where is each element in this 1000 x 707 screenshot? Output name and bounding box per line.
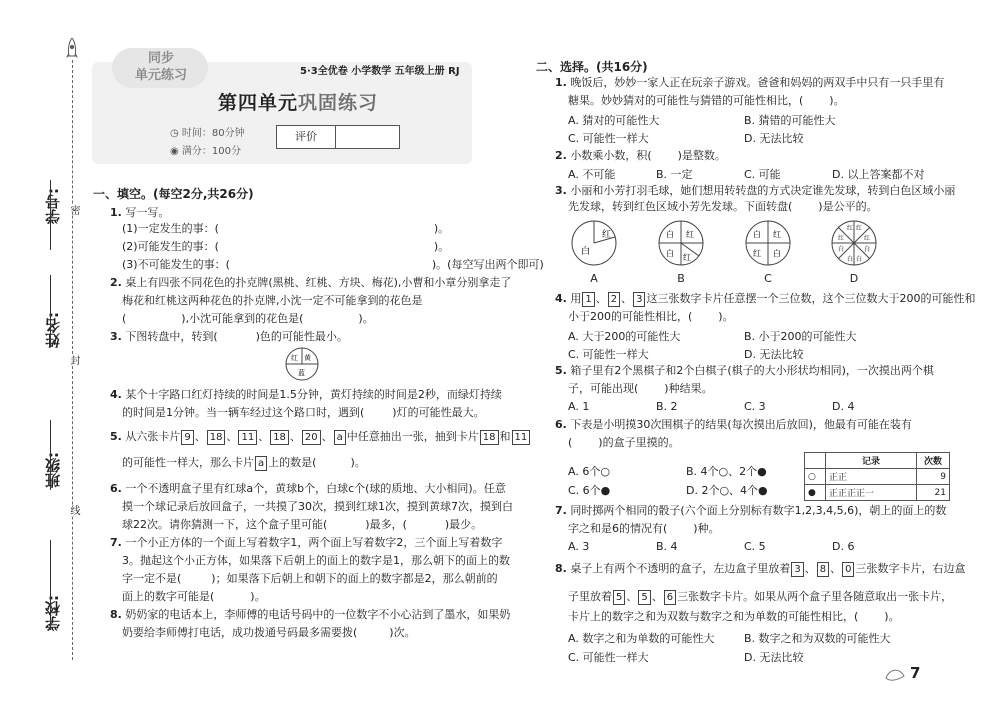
score-info [170, 142, 241, 157]
white-piece-icon: ○ [805, 469, 826, 485]
q-text: (2)可能发生的事：( [122, 240, 219, 253]
q-text: 字之和是6的情况有( [568, 522, 668, 535]
wheel-text: 白 [856, 256, 863, 263]
q-text: )。 [433, 222, 450, 235]
q-number: 8. [555, 562, 567, 575]
q-text: 三张数字卡片。如果从两个盒子里各随意取出一张卡片， [677, 590, 953, 603]
wheel-label: A [590, 272, 598, 285]
spinner-blue-label: 蓝 [298, 369, 305, 377]
q-text: )是整数。 [677, 149, 726, 162]
q-number: 7. [555, 504, 567, 517]
number-card: 9 [181, 430, 193, 445]
s2-q4-option-b[interactable]: B. 小于200的可能性大 [744, 330, 857, 343]
q-number: 8. [110, 608, 122, 621]
badge-line1: 同步 [147, 51, 174, 66]
q-note: (每空写出两个即可) [447, 258, 544, 271]
q-text: 下图转盘中，转到( [125, 330, 218, 343]
s2-q4: 4. 用 1 、 2 、 3 这三张数字卡片任意摆一个三位数，这个三位数大于200的可能性和 [555, 292, 976, 305]
number-card: 5 [613, 590, 625, 605]
q-text: 子，可能出现( [568, 382, 639, 395]
score-text: 满分：100分 [181, 146, 242, 157]
q-text: 某个十字路口红灯持续的时间是1.5分钟，黄灯持续的时间是2秒，而绿灯持续 [125, 388, 502, 401]
wheel-text: 白 [666, 249, 674, 258]
q-text: )是公平的。 [818, 200, 878, 213]
q-text: 桌子上有两个不透明的盒子，左边盒子里放着 [570, 562, 791, 575]
class-blank[interactable] [50, 420, 51, 490]
school-label: 学校: [44, 595, 62, 631]
number-card: 1 [582, 292, 594, 307]
wheel-text: 白 [581, 247, 591, 257]
tally-black: 正正正正一 [826, 485, 917, 501]
q-number: 7. [110, 536, 122, 549]
s2-q6-l2 [568, 432, 680, 453]
s1-q7-l2: 3。抛起这个小正方体，如果落下后朝上的面上的数字是1，那么朝下的面上的数 [122, 554, 510, 567]
s2-q5-option-a[interactable]: A. 1 [568, 400, 590, 413]
s2-q6-option-b[interactable]: B. 4个○、2个● [686, 465, 767, 478]
number-card: 8 [817, 562, 829, 577]
number-card: 11 [238, 430, 257, 445]
page-number: 7 [910, 664, 921, 682]
black-piece-icon: ● [805, 485, 826, 501]
page-title [218, 88, 378, 115]
q-text: 箱子里有2个黑棋子和2个白棋子(棋子的大小形状均相同)，一次摸出两个棋 [570, 364, 934, 377]
wheel-text: 红 [686, 230, 694, 239]
number-card: 2 [608, 292, 620, 307]
wheel-text: 红 [683, 253, 691, 262]
q-text: )。 [829, 94, 845, 107]
wheel-text: 白 [847, 256, 854, 263]
name-label: 姓名: [44, 312, 62, 348]
s2-q4-option-d[interactable]: D. 无法比较 [744, 348, 804, 361]
binding-mark-line: 线 [68, 505, 79, 515]
q-text: 小数乘小数，积( [570, 149, 652, 162]
number-card: a [334, 430, 346, 445]
section2-heading: 二、选择。(共16分) [536, 60, 648, 74]
q-text: )；如果落下后朝上和朝下的面上的数字都是2，那么朝前的 [211, 572, 498, 585]
s2-q4-option-a[interactable]: A. 大于200的可能性大 [568, 330, 681, 343]
binding-mark-seal: 密 [68, 205, 79, 215]
q-text: (3)不可能发生的事：( [122, 258, 230, 271]
q-text: 中任意抽出一张，抽到卡片 [346, 430, 479, 443]
s2-q7-option-c[interactable]: C. 5 [744, 540, 766, 553]
q-text: 奶奶家的电话本上，李师傅的电话号码中的一位数字不小心沾到了墨水，如果奶 [125, 608, 511, 621]
tally-white: 正正 [826, 469, 917, 485]
title-highlight: 巩固练习 [298, 92, 379, 114]
q-text: 子里放着 [568, 590, 612, 603]
record-table [804, 452, 950, 501]
q-number: 4. [555, 292, 567, 305]
wheel-text: 红 [864, 235, 871, 242]
q-text: )色的可能性最小。 [255, 330, 348, 343]
wheel-b[interactable] [653, 218, 709, 286]
evaluation-box [276, 125, 400, 149]
school-blank[interactable] [50, 540, 51, 630]
q-text: 一个小正方体的一个面上写着数字1，两个面上写着数字2，三个面上写着数字 [125, 536, 503, 549]
q-text: )。 [250, 590, 266, 603]
time-info [170, 124, 245, 139]
s2-q7-option-b[interactable]: B. 4 [656, 540, 678, 553]
q-text: )种结果。 [664, 382, 713, 395]
q-text: )。 [358, 312, 374, 325]
s2-q1-option-c[interactable]: C. 可能性一样大 [568, 132, 649, 145]
q-number: 2. [110, 276, 122, 289]
wheel-text: 白 [753, 230, 761, 239]
s2-q6-option-d[interactable]: D. 2个○、4个● [686, 484, 768, 497]
s1-q4-l2 [122, 402, 485, 423]
q-text: 晚饭后，妙妙一家人正在玩亲子游戏。爸爸和妈妈的两双手中只有一只手里有 [570, 76, 945, 89]
wheel-c[interactable] [740, 218, 796, 286]
rocket-icon [64, 38, 80, 62]
s2-q3-l2 [568, 196, 878, 217]
count-header: 次数 [917, 453, 950, 469]
s2-q5-option-b[interactable]: B. 2 [656, 400, 678, 413]
q-text: 小于200的可能性相比，( [568, 310, 693, 323]
s2-q1-l2 [568, 90, 845, 111]
q-text: )。 [431, 258, 448, 271]
q-text: )。 [433, 240, 450, 253]
time-text: 时间：80分钟 [181, 128, 245, 139]
number-card: 6 [664, 590, 676, 605]
s1-q2-l2: 梅花和红桃这两种花色的扑克牌,小沈一定不可能拿到的花色是 [122, 294, 423, 307]
q-text: ( [568, 436, 573, 449]
eval-field[interactable] [336, 126, 399, 148]
q-text: 同时掷两个相同的骰子(六个面上分别标有数字1,2,3,4,5,6)，朝上的面上的数 [570, 504, 947, 517]
q-text: 下表是小明摸30次围棋子的结果(每次摸出后放回)，他最有可能在装有 [570, 418, 912, 431]
q-text: 奶要给李师傅打电话，成功拨通号码最多需要拨( [122, 626, 358, 639]
q-text: )的盒子里摸的。 [598, 436, 680, 449]
q-text: 球22次。请你猜测一下，这个盒子里可能( [122, 518, 328, 531]
s2-q2-option-a[interactable]: A. 不可能 [568, 168, 616, 181]
wheel-text: 红 [602, 230, 612, 240]
q-text: 先发球，转到红色区域小芳先发球。下面转盘( [568, 200, 793, 213]
s2-q1-option-a[interactable]: A. 猜对的可能性大 [568, 114, 660, 127]
class-label: 班级: [44, 452, 62, 488]
q-number: 3. [110, 330, 122, 343]
s1-q3 [110, 326, 348, 347]
s2-q5-option-d[interactable]: D. 4 [832, 400, 855, 413]
binding-strip [0, 0, 90, 707]
s2-q4-l2 [568, 306, 734, 327]
q-text: )灯的可能性最大。 [392, 406, 485, 419]
q-text: )最少。 [444, 518, 483, 531]
wheel-text: 红 [847, 225, 854, 232]
q-text: 用 [570, 292, 582, 305]
q-text: (1)一定发生的事：( [122, 222, 219, 235]
number-card: 18 [207, 430, 226, 445]
q-text: )。 [350, 456, 366, 469]
q-number: 2. [555, 149, 567, 162]
q-number: 3. [555, 184, 567, 197]
s1-q6-l2: 摸一个球记录后放回盒子，一共摸了30次，摸到红球1次，摸到黄球7次，摸到白 [122, 500, 513, 513]
q-text: ( [122, 312, 127, 325]
q-text: ),小沈可能拿到的花色是( [181, 312, 304, 325]
q-text: )。 [884, 610, 900, 623]
wheel-text: 红 [838, 235, 845, 242]
wheel-label: C [764, 272, 772, 285]
number-card: a [255, 456, 267, 471]
s2-q6-option-c[interactable]: C. 6个● [568, 484, 611, 497]
s2-q8: 8. 桌子上有两个不透明的盒子，左边盒子里放着 3 、 8 、 0 三张数字卡片，右边盒 [555, 562, 966, 575]
number-card: 20 [302, 430, 321, 445]
q-text: 从六张卡片 [125, 430, 181, 443]
q-text: 这三张数字卡片任意摆一个三位数，这个三位数大于200的可能性和 [646, 292, 976, 305]
badge-line2: 单元练习 [134, 68, 187, 83]
spinner-wheel [284, 346, 320, 382]
wheel-text: 红 [753, 249, 761, 258]
q-text: 三张数字卡片，右边盒 [855, 562, 966, 575]
spinner-yellow-label: 黄 [304, 354, 311, 362]
number-card: 18 [480, 430, 499, 445]
s2-q8-l2: 子里放着 5 、 5 、 6 三张数字卡片。如果从两个盒子里各随意取出一张卡片， [568, 590, 953, 603]
q-number: 4. [110, 388, 122, 401]
s2-q2-option-d[interactable]: D. 以上答案都不对 [832, 168, 925, 181]
s2-q6-option-a[interactable]: A. 6个○ [568, 465, 610, 478]
s2-q2-option-c[interactable]: C. 可能 [744, 168, 781, 181]
s2-q2 [555, 145, 726, 166]
spinner-red-label: 红 [291, 354, 298, 362]
s2-q2-option-b[interactable]: B. 一定 [656, 168, 693, 181]
s2-q8-option-a[interactable]: A. 数字之和为单数的可能性大 [568, 632, 715, 645]
q-text: )次。 [389, 626, 416, 639]
wheel-text: 白 [838, 246, 845, 253]
q-text: 一个不透明盒子里有红球a个，黄球b个，白球c个(球的质地、大小相同)。任意 [125, 482, 506, 495]
student-id-blank[interactable] [50, 180, 51, 250]
wheel-text: 白 [666, 230, 674, 239]
q-text: 的可能性一样大，那么卡片 [122, 456, 254, 469]
student-id-label: 学号: [44, 188, 62, 224]
section1-heading: 一、填空。(每空2分,共26分) [93, 187, 254, 201]
s2-q7-option-a[interactable]: A. 3 [568, 540, 590, 553]
s2-q8-l3 [568, 606, 900, 627]
check-icon: ◉ [170, 146, 179, 157]
count-white: 9 [917, 469, 950, 485]
record-header: 记录 [826, 453, 917, 469]
s2-q4-option-c[interactable]: C. 可能性一样大 [568, 348, 649, 361]
s2-q7-option-d[interactable]: D. 6 [832, 540, 855, 553]
number-card: 18 [270, 430, 289, 445]
unit-badge [96, 30, 216, 88]
wheel-label: D [849, 272, 859, 285]
q-text: 糖果。妙妙猜对的可能性与猜错的可能性相比，( [568, 94, 804, 107]
s2-q8-option-d[interactable]: D. 无法比较 [744, 651, 804, 664]
wheel-text: 红 [773, 230, 781, 239]
binding-mark-close: 封 [68, 355, 79, 365]
q-number: 1. [110, 206, 122, 219]
page-number-badge [884, 664, 934, 686]
s1-q5-l2 [122, 452, 366, 473]
name-blank[interactable] [50, 275, 51, 347]
q-text: 写一写。 [125, 206, 170, 219]
q-text: )最多，( [365, 518, 407, 531]
q-text: 卡片上的数字之和为双数与数字之和为单数的可能性相比，( [568, 610, 859, 623]
s2-q1-option-b[interactable]: B. 猜错的可能性大 [744, 114, 836, 127]
wheel-text: 红 [856, 225, 863, 232]
number-card: 3 [791, 562, 803, 577]
wheel-a[interactable] [566, 218, 622, 286]
q-number: 5. [555, 364, 567, 377]
number-card: 3 [633, 292, 645, 307]
title-main: 第四单元 [218, 92, 299, 114]
q-text: 上的数是( [268, 456, 317, 469]
q-text: )。 [718, 310, 734, 323]
q-number: 6. [110, 482, 122, 495]
q-text: 字一定不是( [122, 572, 182, 585]
number-card: 5 [638, 590, 650, 605]
q-number: 5. [110, 430, 122, 443]
s1-q5: 5. 从六张卡片 9 、 18 、 11 、 18 、 20 、 a 中任意抽出一张，抽到卡片 18 和 11 [110, 426, 531, 447]
number-card: 11 [512, 430, 531, 445]
q-text: 小丽和小芳打羽毛球，她们想用转转盘的方式决定谁先发球，转到白色区域小丽 [570, 184, 956, 197]
s2-q8-option-c[interactable]: C. 可能性一样大 [568, 651, 649, 664]
q-number: 1. [555, 76, 567, 89]
wheel-d[interactable] [826, 218, 882, 286]
q-text: 的时间是1分钟。当一辆车经过这个路口时，遇到( [122, 406, 365, 419]
s2-q7-l2 [568, 518, 720, 539]
s2-q5-option-c[interactable]: C. 3 [744, 400, 766, 413]
page-leaf-icon [884, 664, 906, 684]
q-text: 面上的数字可能是( [122, 590, 215, 603]
s2-q5-l2 [568, 378, 713, 399]
s1-q8-l2 [122, 622, 416, 643]
q-text: 桌上有四张不同花色的扑克牌(黑桃、红桃、方块、梅花),小曹和小章分别拿走了 [125, 276, 512, 289]
wheel-text: 白 [773, 249, 781, 258]
count-black: 21 [917, 485, 950, 501]
q-text: )种。 [693, 522, 720, 535]
eval-label: 评价 [277, 126, 336, 148]
number-card: 0 [842, 562, 854, 577]
s2-q8-option-b[interactable]: B. 数字之和为双数的可能性大 [744, 632, 891, 645]
clock-icon: ◷ [170, 128, 179, 139]
wheel-text: 白 [864, 246, 871, 253]
s2-q1-option-d[interactable]: D. 无法比较 [744, 132, 804, 145]
book-info: 5·3全优卷 小学数学 五年级上册 RJ [300, 66, 460, 77]
q-number: 6. [555, 418, 567, 431]
wheel-label: B [677, 272, 685, 285]
